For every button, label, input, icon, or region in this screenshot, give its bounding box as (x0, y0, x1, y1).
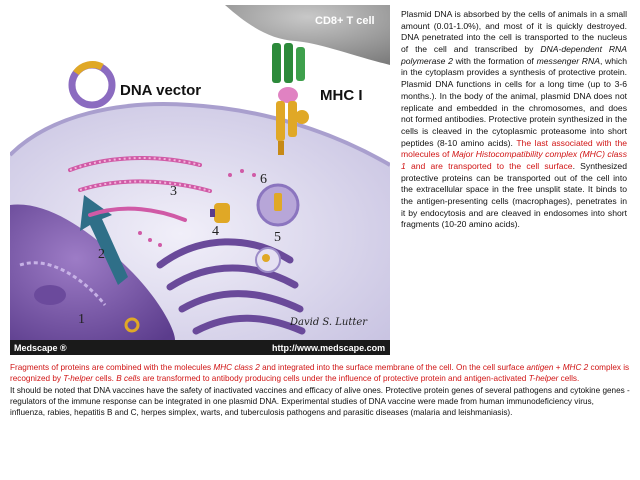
plasmid-description (401, 9, 627, 231)
medscape-url: http://www.medscape.com (272, 343, 386, 353)
term-t-helper: T-helper (63, 374, 94, 384)
dna-vector-label: DNA vector (120, 82, 202, 99)
term-t-helper: T-helper (528, 374, 559, 384)
bottom-text (10, 362, 630, 419)
cd8-label: CD8+ T cell (315, 15, 375, 27)
proteasome (214, 203, 230, 223)
step-5-label: 5 (274, 230, 281, 245)
artist-signature: David S. Lutter (290, 317, 368, 328)
mhc2-paragraph (10, 362, 630, 385)
highlight-text: and are transported to the cell surface (405, 160, 573, 171)
step-3-label: 3 (170, 184, 177, 199)
text-segment: with the formation of (452, 55, 537, 66)
term-b-cells: B cells (116, 374, 141, 384)
text-segment: Fragments of proteins are combined with the molecules (10, 363, 214, 372)
term-rna-polymerase: DNA-dependent RNA polymerase 2 (401, 44, 627, 66)
term-mrna: messenger RNA (536, 55, 600, 66)
text-segment: and integrated into the surface membrane of the cell. On the cell surface (259, 363, 527, 372)
text-segment: Plasmid DNA is absorbed by the cells of animals in a small amount (0.01-1.0%), and most of it is quickly destroyed. DNA penetrated into the cell is transported to the nucleus of the cell and transcribed by (401, 9, 627, 55)
step-6-label: 6 (260, 172, 267, 187)
text-segment: complex is recognized by (10, 363, 630, 384)
term-antigen-mhc2: antigen + MHC 2 (526, 363, 589, 372)
text-segment: are transformed to antibody producing cells under the influence of protective protein and antigen-activated (140, 374, 529, 384)
term-mhc1: Major Histocompatibility complex (MHC) class 1 (401, 149, 627, 171)
dna-vaccine-figure (10, 5, 390, 355)
term-mhc2: MHC class 2 (213, 363, 260, 372)
highlight-text: The last associated with the molecules of (401, 137, 627, 160)
text-segment: , which in the cytoplasm provides a synthesis of protective protein. Plasmid DNA functions in cells for a long time (up to 3-6 months.). In the body of the animal, plasmid DNA does not replicate and embedded in the chromosomes, and does not formed antibodies. Protective protein synthesized in the cells is cleaved in the cytoplasmic proteasome into short peptides (8-10 amino acids). (401, 55, 628, 148)
step-2-label: 2 (98, 247, 105, 262)
medscape-credit: Medscape ® (14, 343, 67, 353)
text-segment: cells. (93, 374, 117, 384)
step-4-label: 4 (212, 224, 219, 239)
text-segment: cells. (558, 374, 580, 384)
step-1-label: 1 (78, 312, 85, 327)
nucleolus (34, 285, 66, 305)
mhc1-label: MHC I (320, 87, 363, 104)
text-segment: . Synthesized protective proteins can be transported out of the cell into the extracellular space in the free unsplit state. It binds to the antigen-presenting cells (macrophages), penetrates in it by endocytosis and are cleaved in endosomes into short fragments (10-20 amino acids). (401, 160, 627, 230)
dna-vaccine-paragraph: It should be noted that DNA vaccines have the safety of inactivated vaccines and efficacy of alive ones. Protective protein genes of several pathogens and cytokine genes - regulators of the immune response can be integrated in one plasmid DNA. Experimental studies of DNA vaccine were made from human immunodeficiency virus, influenza, rabies, hepatitis B and C, herpes simplex, warts, and tuberculosis pathogens and parasitic diseases (malaria and leishmaniasis). (10, 385, 630, 418)
